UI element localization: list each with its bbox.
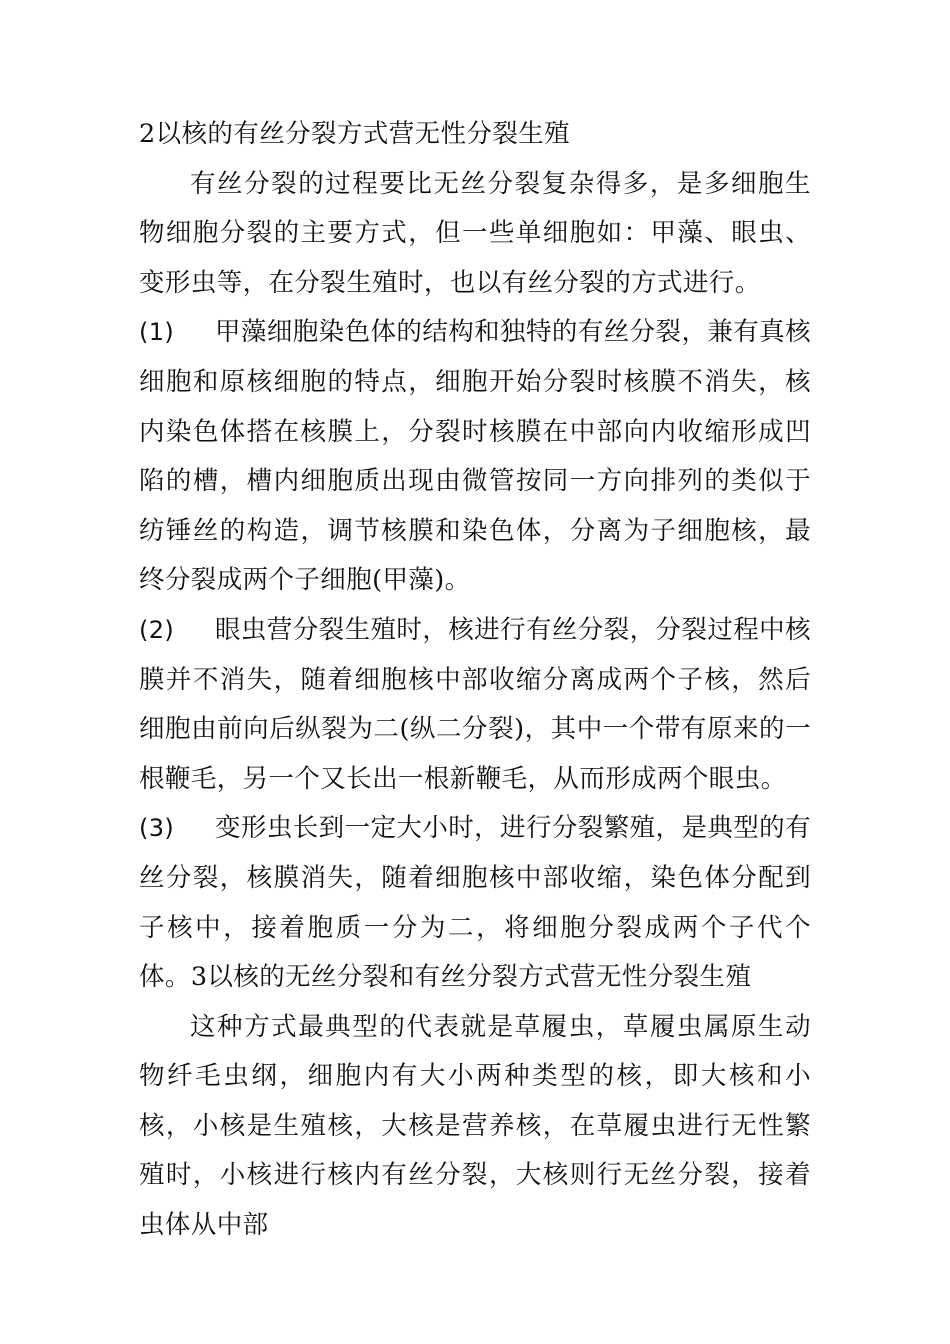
list-item-3 bbox=[139, 804, 811, 1002]
list-item-2 bbox=[139, 606, 811, 804]
section-heading-3: 3以核的无丝分裂和有丝分裂方式营无性分裂生殖 bbox=[190, 962, 752, 993]
list-item-1 bbox=[139, 308, 811, 606]
list-item-text: 变形虫长到一定大小时，进行分裂繁殖，是典型的有丝分裂，核膜消失，随着细胞核中部收缩，染色体分配到子核中，接着胞质一分为二，将细胞分裂成两个子代个体。 bbox=[139, 813, 811, 993]
list-item-text: 甲藻细胞染色体的结构和独特的有丝分裂，兼有真核细胞和原核细胞的特点，细胞开始分裂时核膜不消失，核内染色体搭在核膜上，分裂时核膜在中部向内收缩形成凹陷的槽，槽内细胞质出现由微管按同一方向排列的类似于纺锤丝的构造，调节核膜和染色体，分离为子细胞核，最终分裂成两个子细胞(甲藻)。 bbox=[139, 317, 811, 596]
document-body bbox=[139, 110, 811, 1251]
list-item-number: (2) bbox=[139, 615, 175, 644]
intro-paragraph: 有丝分裂的过程要比无丝分裂复杂得多，是多细胞生物细胞分裂的主要方式，但一些单细胞如：甲藻、眼虫、变形虫等，在分裂生殖时，也以有丝分裂的方式进行。 bbox=[139, 168, 811, 298]
section-heading-2: 2以核的有丝分裂方式营无性分裂生殖 bbox=[139, 119, 571, 149]
list-item-text: 眼虫营分裂生殖时，核进行有丝分裂，分裂过程中核膜并不消失，随着细胞核中部收缩分离成两个子核，然后细胞由前向后纵裂为二(纵二分裂)，其中一个带有原来的一根鞭毛，另一个又长出一根新鞭毛，从而形成两个眼虫。 bbox=[139, 614, 811, 794]
list-item-number: (1) bbox=[139, 318, 175, 347]
list-item-number: (3) bbox=[139, 814, 175, 843]
closing-paragraph: 这种方式最典型的代表就是草履虫，草履虫属原生动物纤毛虫纲，细胞内有大小两种类型的核，即大核和小核，小核是生殖核，大核是营养核，在草履虫进行无性繁殖时，小核进行核内有丝分裂，大核则行无丝分裂，接着虫体从中部 bbox=[139, 1011, 811, 1241]
